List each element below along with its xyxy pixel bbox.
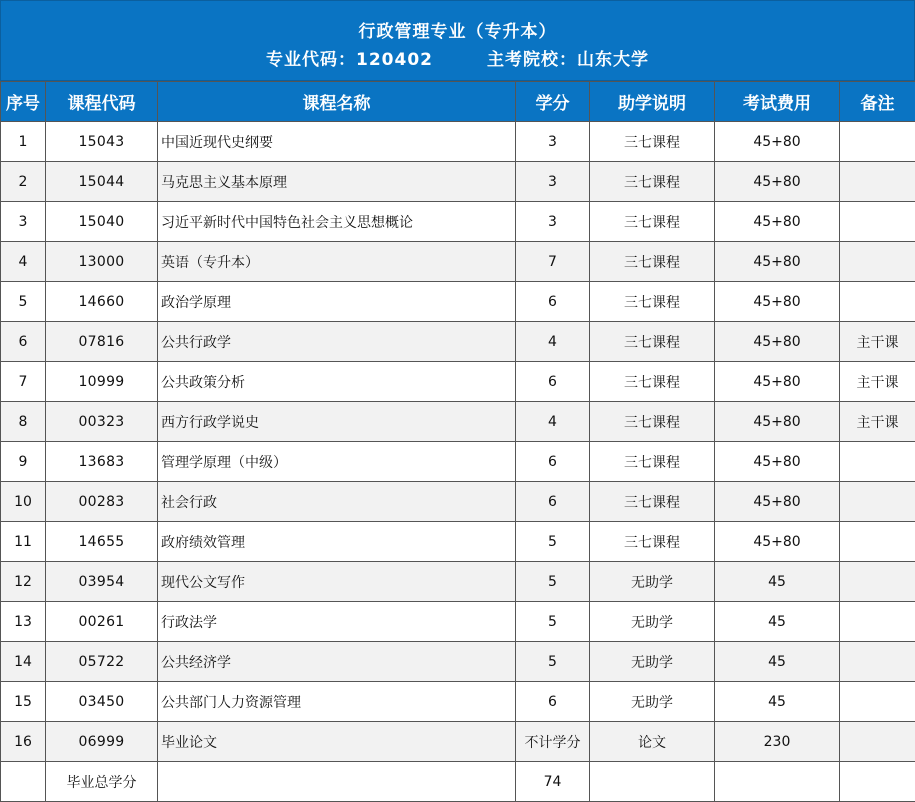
cell-note: [840, 522, 915, 562]
cell-fee: 45+80: [715, 122, 840, 162]
cell-code: 07816: [46, 322, 158, 362]
total-row: [1, 762, 915, 802]
cell-credit: 7: [516, 242, 590, 282]
table-row: [1, 122, 915, 162]
cell-fee: 45: [715, 642, 840, 682]
table-row: [1, 522, 915, 562]
cell-code: 14655: [46, 522, 158, 562]
cell-credit: 不计学分: [516, 722, 590, 762]
cell-note: [840, 762, 915, 802]
cell-no: 14: [1, 642, 46, 682]
page-title: 行政管理专业（专升本）: [1, 17, 914, 42]
exam-school: 主考院校：山东大学: [487, 50, 649, 70]
cell-fee: 45+80: [715, 482, 840, 522]
cell-no: 5: [1, 282, 46, 322]
cell-credit: 6: [516, 682, 590, 722]
cell-credit: 3: [516, 202, 590, 242]
cell-credit: 5: [516, 562, 590, 602]
cell-note: [840, 602, 915, 642]
cell-fee: 45: [715, 602, 840, 642]
cell-course-name: 公共部门人力资源管理: [158, 682, 516, 722]
cell-no: 7: [1, 362, 46, 402]
cell-credit: 6: [516, 362, 590, 402]
cell-assist: 无助学: [590, 562, 715, 602]
cell-note: [840, 562, 915, 602]
cell-note: [840, 682, 915, 722]
cell-credit: 5: [516, 522, 590, 562]
table-row: [1, 162, 915, 202]
cell-course-name: 习近平新时代中国特色社会主义思想概论: [158, 202, 516, 242]
table-header-banner: [0, 0, 915, 81]
cell-assist: 无助学: [590, 602, 715, 642]
cell-assist: 三七课程: [590, 202, 715, 242]
cell-no: 8: [1, 402, 46, 442]
col-header-code: 课程代码: [46, 82, 158, 122]
table-row: [1, 322, 915, 362]
cell-fee: 45: [715, 682, 840, 722]
cell-note: [840, 482, 915, 522]
cell-no: 2: [1, 162, 46, 202]
cell-no: 10: [1, 482, 46, 522]
cell-code: 14660: [46, 282, 158, 322]
cell-code: 15040: [46, 202, 158, 242]
cell-assist: 三七课程: [590, 362, 715, 402]
table-row: [1, 442, 915, 482]
course-table: [0, 81, 915, 802]
cell-course-name: 公共行政学: [158, 322, 516, 362]
cell-assist: [590, 762, 715, 802]
cell-fee: 45+80: [715, 242, 840, 282]
cell-note: 主干课: [840, 402, 915, 442]
major-code: 专业代码：120402: [266, 50, 433, 70]
cell-no: 1: [1, 122, 46, 162]
total-credit: 74: [516, 762, 590, 802]
cell-course-name: 政府绩效管理: [158, 522, 516, 562]
table-row: [1, 682, 915, 722]
cell-note: 主干课: [840, 322, 915, 362]
cell-no: 6: [1, 322, 46, 362]
table-row: [1, 402, 915, 442]
cell-assist: 三七课程: [590, 442, 715, 482]
cell-note: [840, 162, 915, 202]
cell-credit: 3: [516, 162, 590, 202]
cell-assist: 无助学: [590, 682, 715, 722]
cell-note: [840, 202, 915, 242]
cell-note: [840, 442, 915, 482]
table-row: [1, 362, 915, 402]
cell-assist: 无助学: [590, 642, 715, 682]
col-header-assist: 助学说明: [590, 82, 715, 122]
cell-fee: 45+80: [715, 322, 840, 362]
table-row: [1, 202, 915, 242]
cell-fee: 230: [715, 722, 840, 762]
cell-note: [840, 722, 915, 762]
table-row: [1, 602, 915, 642]
table-row: [1, 482, 915, 522]
cell-credit: 4: [516, 402, 590, 442]
cell-credit: 5: [516, 602, 590, 642]
cell-no: 16: [1, 722, 46, 762]
cell-course-name: 行政法学: [158, 602, 516, 642]
column-header-row: [1, 82, 915, 122]
cell-assist: 三七课程: [590, 242, 715, 282]
cell-assist: 三七课程: [590, 402, 715, 442]
cell-course-name: 西方行政学说史: [158, 402, 516, 442]
cell-assist: 三七课程: [590, 122, 715, 162]
cell-no: 11: [1, 522, 46, 562]
cell-assist: 三七课程: [590, 282, 715, 322]
cell-code: 03450: [46, 682, 158, 722]
col-header-fee: 考试费用: [715, 82, 840, 122]
cell-code: 05722: [46, 642, 158, 682]
table-row: [1, 642, 915, 682]
cell-assist: 三七课程: [590, 522, 715, 562]
cell-course-name: 现代公文写作: [158, 562, 516, 602]
cell-note: [840, 242, 915, 282]
cell-code: 00261: [46, 602, 158, 642]
cell-no: 9: [1, 442, 46, 482]
cell-note: [840, 122, 915, 162]
cell-no: 15: [1, 682, 46, 722]
cell-assist: 三七课程: [590, 162, 715, 202]
table-row: [1, 722, 915, 762]
col-header-name: 课程名称: [158, 82, 516, 122]
cell-code: 00283: [46, 482, 158, 522]
table-row: [1, 242, 915, 282]
cell-fee: 45+80: [715, 162, 840, 202]
cell-credit: 6: [516, 442, 590, 482]
cell-fee: 45+80: [715, 282, 840, 322]
subtitle-line: [1, 45, 914, 70]
cell-fee: 45: [715, 562, 840, 602]
cell-credit: 6: [516, 482, 590, 522]
cell-code: 13683: [46, 442, 158, 482]
cell-fee: [715, 762, 840, 802]
cell-fee: 45+80: [715, 442, 840, 482]
cell-code: 13000: [46, 242, 158, 282]
cell-course-name: 毕业论文: [158, 722, 516, 762]
cell-code: 10999: [46, 362, 158, 402]
cell-fee: 45+80: [715, 202, 840, 242]
cell-no: 12: [1, 562, 46, 602]
cell-course-name: 管理学原理（中级）: [158, 442, 516, 482]
cell-assist: 三七课程: [590, 322, 715, 362]
total-label: 毕业总学分: [46, 762, 158, 802]
cell-course-name: 公共政策分析: [158, 362, 516, 402]
cell-assist: 论文: [590, 722, 715, 762]
col-header-credit: 学分: [516, 82, 590, 122]
cell-no: 3: [1, 202, 46, 242]
cell-credit: 3: [516, 122, 590, 162]
cell-code: 15044: [46, 162, 158, 202]
table-row: [1, 282, 915, 322]
cell-code: 15043: [46, 122, 158, 162]
table-row: [1, 562, 915, 602]
col-header-no: 序号: [1, 82, 46, 122]
cell-fee: 45+80: [715, 402, 840, 442]
cell-credit: 5: [516, 642, 590, 682]
cell-course-name: [158, 762, 516, 802]
cell-credit: 6: [516, 282, 590, 322]
cell-course-name: 公共经济学: [158, 642, 516, 682]
cell-course-name: 社会行政: [158, 482, 516, 522]
cell-course-name: 政治学原理: [158, 282, 516, 322]
cell-code: 00323: [46, 402, 158, 442]
cell-note: [840, 282, 915, 322]
cell-code: 06999: [46, 722, 158, 762]
cell-no: 13: [1, 602, 46, 642]
cell-course-name: 英语（专升本）: [158, 242, 516, 282]
cell-fee: 45+80: [715, 362, 840, 402]
col-header-note: 备注: [840, 82, 915, 122]
cell-note: 主干课: [840, 362, 915, 402]
cell-note: [840, 642, 915, 682]
cell-fee: 45+80: [715, 522, 840, 562]
cell-no: 4: [1, 242, 46, 282]
cell-course-name: 中国近现代史纲要: [158, 122, 516, 162]
cell-assist: 三七课程: [590, 482, 715, 522]
cell-course-name: 马克思主义基本原理: [158, 162, 516, 202]
cell-credit: 4: [516, 322, 590, 362]
cell-code: 03954: [46, 562, 158, 602]
cell-no: [1, 762, 46, 802]
